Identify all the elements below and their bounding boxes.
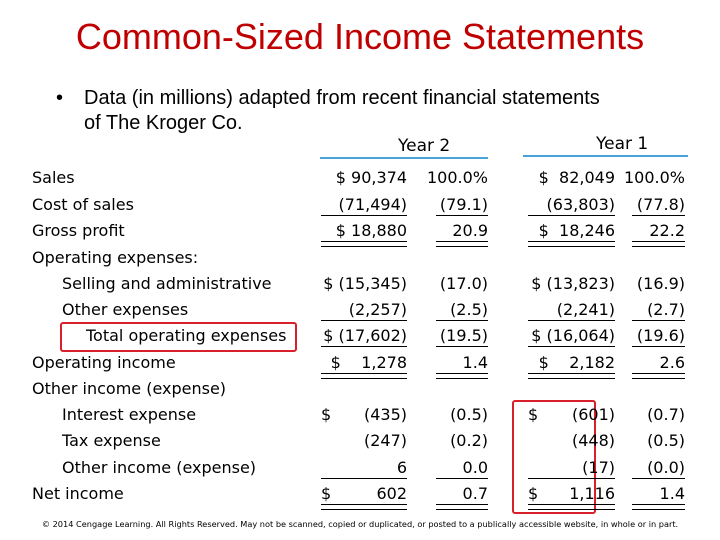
rule-y2-net [321, 504, 407, 510]
year1-header: Year 1 [596, 134, 649, 154]
y1-tax-pct: (0.5) [647, 431, 685, 450]
y2-opinc-pct: 1.4 [462, 353, 488, 372]
y1-other-income-expense: (17) [582, 458, 615, 477]
y1-int-pct: (0.7) [647, 405, 685, 424]
rule-y2p-other [436, 320, 488, 321]
label-net-income: Net income [32, 484, 124, 503]
label-selling-admin: Selling and administrative [62, 274, 272, 293]
label-tax-expense: Tax expense [62, 431, 161, 450]
year2-header-rule [320, 157, 488, 159]
year1-header-rule [523, 155, 688, 157]
y2-net-pct: 0.7 [462, 484, 488, 503]
y2-cost-of-sales: (71,494) [338, 195, 407, 214]
y2-cos-pct: (79.1) [439, 195, 488, 214]
rule-y1-total [528, 346, 615, 347]
y2-total-opex: $ (17,602) [323, 326, 407, 345]
y2-tax-pct: (0.2) [450, 431, 488, 450]
rule-y2p-opinc [436, 373, 488, 379]
year2-header: Year 2 [398, 136, 451, 156]
y1-sales: $ 82,049 [538, 168, 615, 187]
y2-sales-pct: 100.0% [426, 168, 488, 187]
y2-other-pct: (2.5) [450, 300, 488, 319]
rule-y2-other [321, 320, 407, 321]
label-total-operating-expenses: Total operating expenses [86, 326, 287, 345]
y1-selling-admin: $ (13,823) [531, 274, 615, 293]
label-other-income-expense: Other income (expense) [62, 458, 257, 477]
rule-y2-gp [321, 241, 407, 247]
y2-net-income: 602 [376, 484, 407, 503]
copyright-footer: © 2014 Cengage Learning. All Rights Reserved. May not be scanned, copied or duplicated, or posted to a publically accessible website, in whole or in part. [41, 519, 679, 529]
y2-oie-pct: 0.0 [462, 458, 488, 477]
y1-opinc-pct: 2.6 [659, 353, 685, 372]
y1-other-expenses: (2,241) [556, 300, 615, 319]
rule-y1p-gp [632, 241, 685, 247]
y1-oie-pct: (0.0) [647, 458, 685, 477]
y2-operating-income: $ 1,278 [330, 353, 407, 372]
slide-title: Common-Sized Income Statements [75, 16, 645, 57]
y2-tax-expense: (247) [363, 431, 407, 450]
rule-y2p-net [436, 504, 488, 510]
rule-y1-cos [528, 215, 615, 216]
y2-gross-profit: $ 18,880 [335, 221, 407, 240]
rule-y1p-other [632, 320, 685, 321]
rule-y1p-cos [632, 215, 685, 216]
label-operating-expenses: Operating expenses: [32, 248, 199, 267]
y1-net-dollar: $ [528, 484, 539, 503]
y1-other-pct: (2.7) [647, 300, 685, 319]
y1-cos-pct: (77.8) [636, 195, 685, 214]
label-gross-profit: Gross profit [32, 221, 125, 240]
y2-sales: $ 90,374 [335, 168, 407, 187]
rule-y1-opinc [528, 373, 615, 379]
label-other-income: Other income (expense) [32, 379, 227, 398]
y2-int-pct: (0.5) [450, 405, 488, 424]
label-sales: Sales [32, 168, 75, 187]
y1-total-opex: $ (16,064) [531, 326, 615, 345]
y2-interest-dollar: $ [321, 405, 332, 424]
rule-y2p-oie [436, 478, 488, 479]
rule-y1-gp [528, 241, 615, 247]
rule-y1-oie [528, 478, 615, 479]
rule-y1p-opinc [632, 373, 685, 379]
rule-y1p-oie [632, 478, 685, 479]
y1-net-income: 1,116 [569, 484, 615, 503]
rule-y1p-total [632, 346, 685, 347]
y1-tax-expense: (448) [571, 431, 615, 450]
y2-gp-pct: 20.9 [452, 221, 488, 240]
rule-y1p-net [632, 504, 685, 510]
label-interest-expense: Interest expense [62, 405, 197, 424]
highlight-box-total-opex [60, 322, 297, 352]
bullet-text: Data (in millions) adapted from recent financial statements of The Kroger Co. [84, 87, 600, 134]
y1-sales-pct: 100.0% [623, 168, 685, 187]
rule-y1-net [528, 504, 615, 510]
y1-sga-pct: (16.9) [636, 274, 685, 293]
rule-y2p-gp [436, 241, 488, 247]
y1-gp-pct: 22.2 [649, 221, 685, 240]
y1-net-pct: 1.4 [659, 484, 685, 503]
y1-interest-dollar: $ [528, 405, 539, 424]
rule-y2-total [321, 346, 407, 347]
y1-cost-of-sales: (63,803) [546, 195, 615, 214]
y2-other-expenses: (2,257) [348, 300, 407, 319]
rule-y2-oie [321, 478, 407, 479]
rule-y2-opinc [321, 373, 407, 379]
label-cost-of-sales: Cost of sales [32, 195, 134, 214]
y1-interest-expense: (601) [571, 405, 615, 424]
rule-y2p-total [436, 346, 488, 347]
y1-operating-income: $ 2,182 [538, 353, 615, 372]
y2-interest-expense: (435) [363, 405, 407, 424]
y2-sga-pct: (17.0) [439, 274, 488, 293]
y1-total-pct: (19.6) [636, 326, 685, 345]
rule-y2-cos [321, 215, 407, 216]
label-operating-income: Operating income [32, 353, 176, 372]
label-other-expenses: Other expenses [62, 300, 189, 319]
y2-selling-admin: $ (15,345) [323, 274, 407, 293]
y2-net-dollar: $ [321, 484, 332, 503]
rule-y1-other [528, 320, 615, 321]
bullet-icon: • [56, 87, 64, 109]
y1-gross-profit: $ 18,246 [538, 221, 615, 240]
rule-y2p-cos [436, 215, 488, 216]
y2-total-pct: (19.5) [439, 326, 488, 345]
y2-other-income-expense: 6 [396, 458, 407, 477]
